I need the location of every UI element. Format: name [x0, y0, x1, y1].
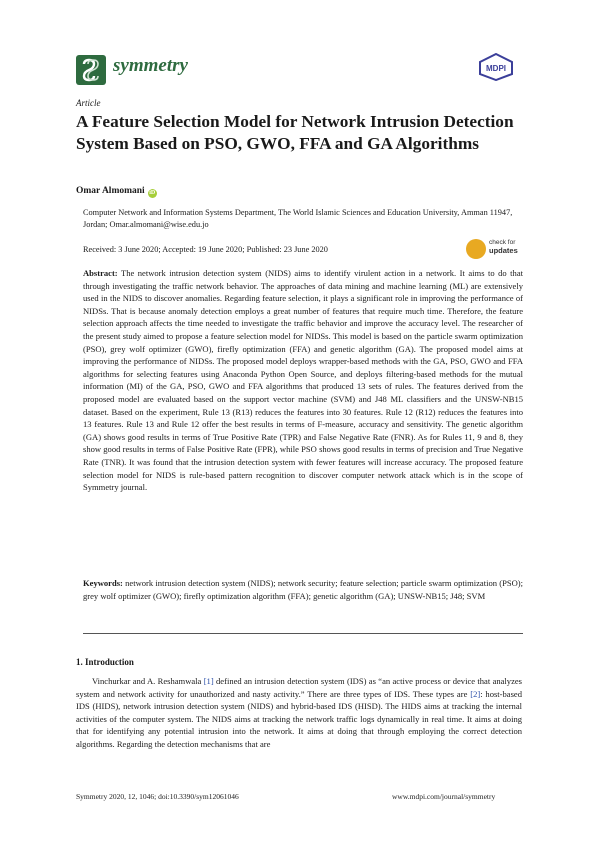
- orcid-icon[interactable]: iD: [149, 190, 156, 196]
- affiliation: Computer Network and Information Systems Department, The World Islamic Sciences and Education University, Amman 11947, Jordan; Omar.almomani@wise.edu.jo: [83, 208, 513, 229]
- intro-text-part1: Vinchurkar and A. Reshamwala: [92, 676, 204, 686]
- footer-url[interactable]: www.mdpi.com/journal/symmetry: [392, 792, 496, 801]
- check-updates-icon: [466, 239, 486, 259]
- publication-dates: Received: 3 June 2020; Accepted: 19 June 2020; Published: 23 June 2020: [83, 245, 328, 254]
- journal-logo-icon: [76, 55, 106, 85]
- article-type: Article: [76, 98, 101, 108]
- mdpi-logo-icon: [478, 53, 514, 81]
- section-heading-introduction: 1. Introduction: [76, 657, 134, 667]
- intro-text-part3: : host-based IDS (HIDS), network intrusion detection system (NIDS) and hybrid-based IDS (HISD). The HIDS aims at tracking the internal activities of the computer system. The NIDS aims at tracking the network traffic logs dynamically in real time. It aims at doing that for identifying any potential intrusion into the network. It aims at doing that through employing the correct detection algorithms. Regarding the detection mechanisms that are: [76, 688, 522, 749]
- keywords-label: Keywords:: [83, 578, 123, 588]
- author-line: [76, 186, 157, 198]
- publisher-logo-text: MDPI: [486, 64, 506, 73]
- abstract-text: The network intrusion detection system (NIDS) aims to identify virulent action in a network. It aims to do that through investigating the traffic network behavior. The approaches of data mining and machine learning (ML) are extensively used in the NIDS to discover anomalies. Regarding feature selection, it plays a significant role in improving the performance of NIDSs. That is because anomaly detection employs a great number of features that require much time. Therefore, the feature selection approach affects the time needed to investigate the traffic behavior and improve the accuracy level. The researcher of the present study aimed to propose a feature selection model for NIDSs. This model is based on the particle swarm optimization (PSO), grey wolf optimizer (GWO), firefly optimization (FFA) and genetic algorithm (GA). The proposed model aims at improving the performance of NIDSs. The proposed model deploys wrapper-based methods with the GA, PSO, GWO and FFA algorithms for selecting features using Anaconda Python Open Source, and deploys filtering-based methods for the mutual information (MI) of the GA, PSO, GWO and FFA algorithms that produced 13 sets of rules. The features derived from the proposed model are evaluated based on the support vector machine (SVM) and J48 ML classifiers and the UNSW-NB15 dataset. Based on the experiment, Rule 13 (R13) reduces the features into 30 features. Rule 12 (R12) reduces the features into 13 features. Rule 13 and Rule 12 offer the best results in terms of F-measure, accuracy and sensitivity. The genetic algorithm (GA) shows good results in terms of True Positive Rate (TPR) and False Negative Rate (FNR). As for Rules 11, 9 and 8, they show good results in terms of False Positive Rate (FPR), while PSO shows good results in terms of precision and True Negative Rate (TNR). It was found that the intrusion detection system with fewer features will increase accuracy. The proposed feature selection model for NIDS is rule-based pattern recognition to discover computer network attack which is in the scope of Symmetry journal.: [83, 268, 523, 493]
- abstract-label: Abstract:: [83, 268, 118, 278]
- check-for-updates-badge[interactable]: [466, 238, 526, 260]
- keywords: [83, 577, 523, 602]
- check-updates-line1: check for: [489, 239, 516, 246]
- author-name: Omar Almomani: [76, 186, 145, 196]
- citation-link-1[interactable]: [1]: [203, 676, 214, 686]
- check-updates-line2: updates: [489, 246, 518, 255]
- citation-link-2[interactable]: [2]: [470, 688, 481, 699]
- introduction-paragraph: [76, 675, 522, 751]
- intro-text-part2: defined an intrusion detection system (IDS) as “an active process or device that analyzes system and network activity for unauthorized and nasty activity.” There are three types of IDS. These types are: [76, 676, 522, 699]
- article-title: A Feature Selection Model for Network Intrusion Detection System Based on PSO, GWO, FFA and GA Algorithms: [76, 112, 514, 153]
- journal-name: symmetry: [113, 55, 188, 76]
- keywords-text: network intrusion detection system (NIDS); network security; feature selection; particle swarm optimization (PSO); grey wolf optimizer (GWO); firefly optimization algorithm (FFA); genetic algorithm (GA); UNSW-NB15; J48; SVM: [83, 578, 523, 601]
- section-divider: [83, 633, 523, 634]
- footer-citation: Symmetry 2020, 12, 1046; doi:10.3390/sym12061046: [76, 792, 239, 801]
- check-updates-text: [489, 239, 518, 255]
- abstract: [83, 267, 523, 494]
